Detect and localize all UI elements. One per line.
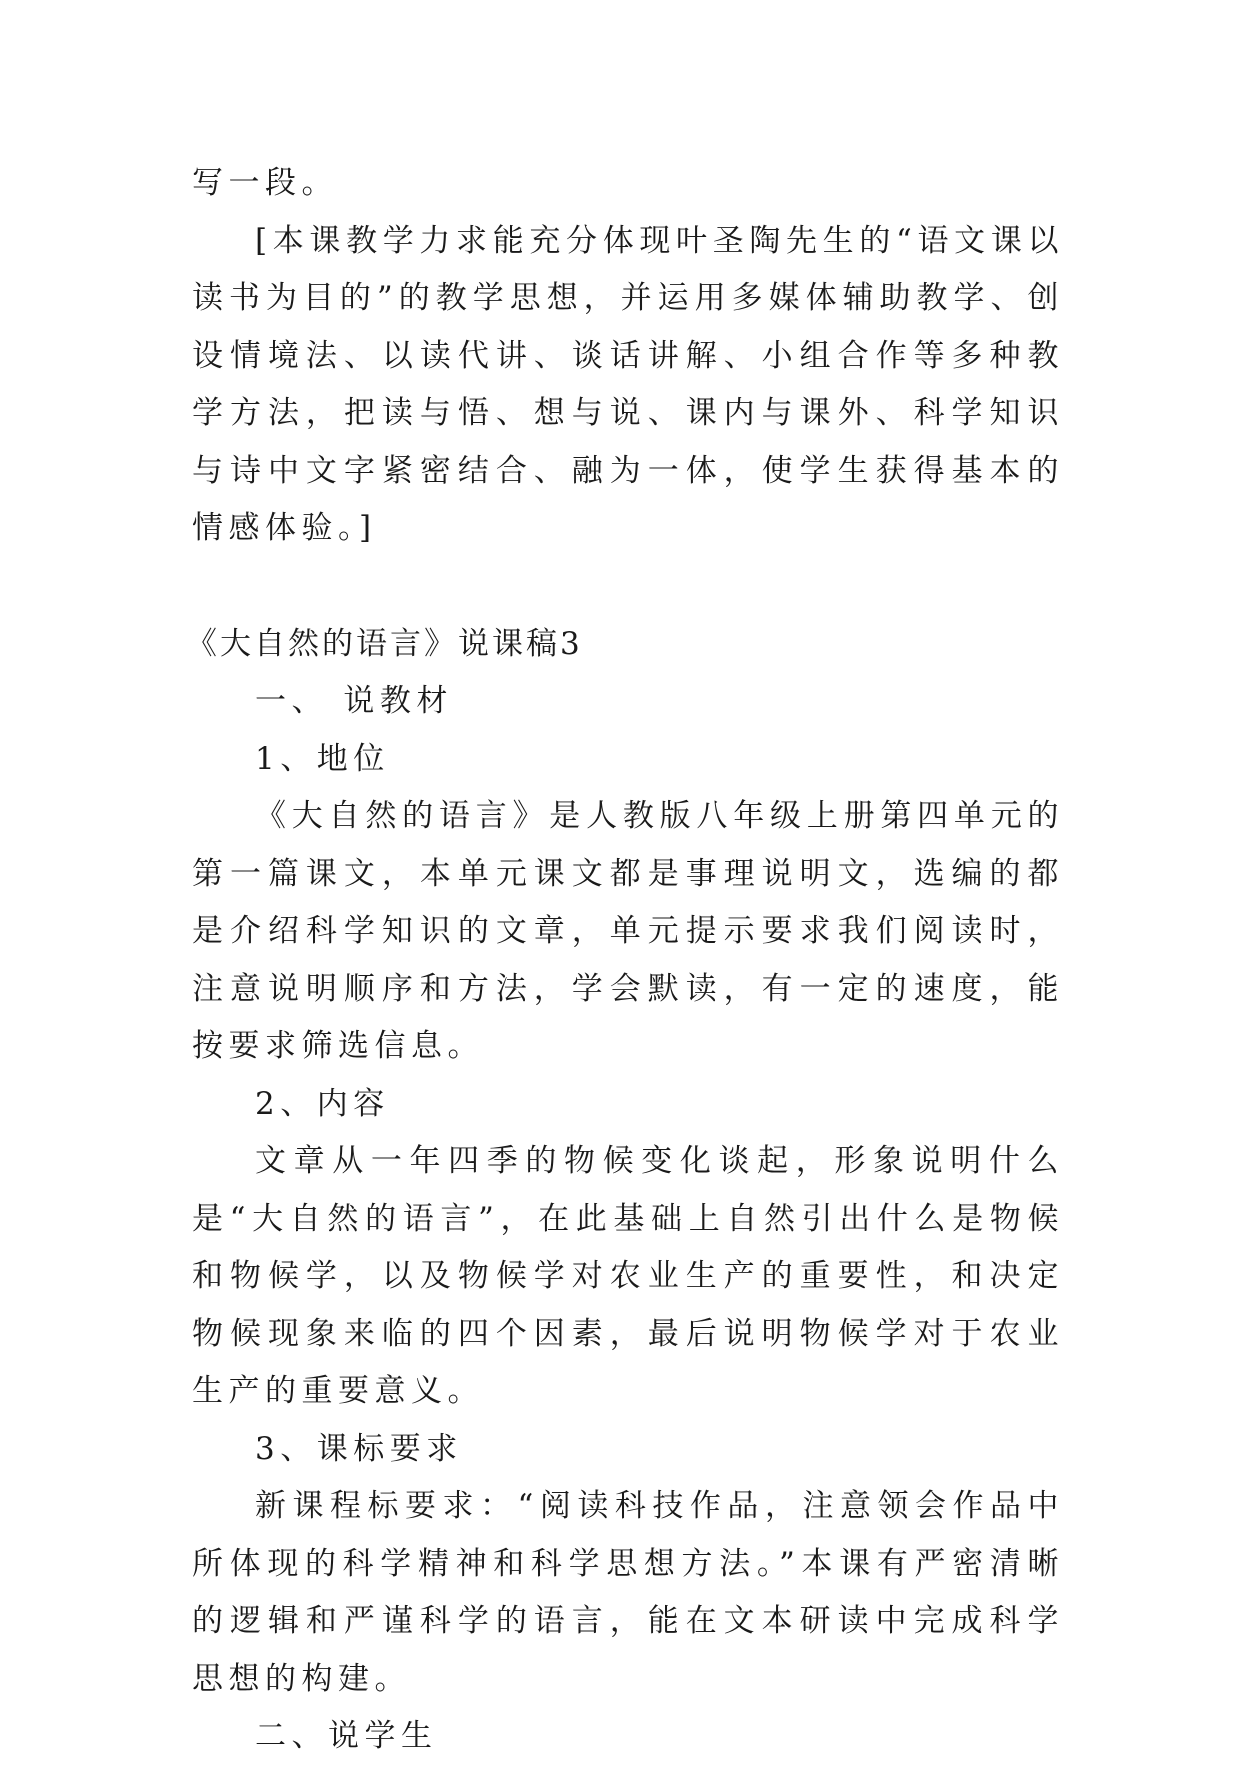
document-body	[186, 155, 1064, 1766]
paragraph-content: 文章从一年四季的物候变化谈起，形象说明什么是“大自然的语言”，在此基础上自然引出什么是物候和物候学，以及物候学对农业生产的重要性，和决定物候现象来临的四个因素，最后说明物候学对于农业生产的重要意义。	[192, 1143, 1064, 1409]
paragraph-curriculum-requirements: 新课程标要求：“阅读科技作品，注意领会作品中所体现的科学精神和科学思想方法。”本课有严密清晰的逻辑和严谨科学的语言，能在文本研读中完成科学思想的构建。	[192, 1488, 1064, 1697]
heading-section-2: 二、说学生	[255, 1718, 438, 1754]
heading-position: 1、地位	[255, 740, 390, 777]
heading-curriculum-requirements: 3、课标要求	[255, 1430, 463, 1467]
document-title: 《大自然的语言》说课稿3	[186, 625, 583, 662]
paragraph-continuation: 写一段。	[192, 165, 338, 201]
paragraph-position: 《大自然的语言》是人教版八年级上册第四单元的第一篇课文，本单元课文都是事理说明文，选编的都是介绍科学知识的文章，单元提示要求我们阅读时，注意说明顺序和方法，学会默读，有一定的速度，能按要求筛选信息。	[192, 798, 1064, 1064]
heading-section-1: 一、 说教材	[255, 683, 453, 719]
paragraph-teaching-summary: [本课教学力求能充分体现叶圣陶先生的“语文课以读书为目的”的教学思想，并运用多媒体辅助教学、创设情境法、以读代讲、谈话讲解、小组合作等多种教学方法，把读与悟、想与说、课内与课外、科学知识与诗中文字紧密结合、融为一体，使学生获得基本的情感体验。]	[192, 222, 1064, 546]
heading-content: 2、内容	[255, 1085, 390, 1122]
